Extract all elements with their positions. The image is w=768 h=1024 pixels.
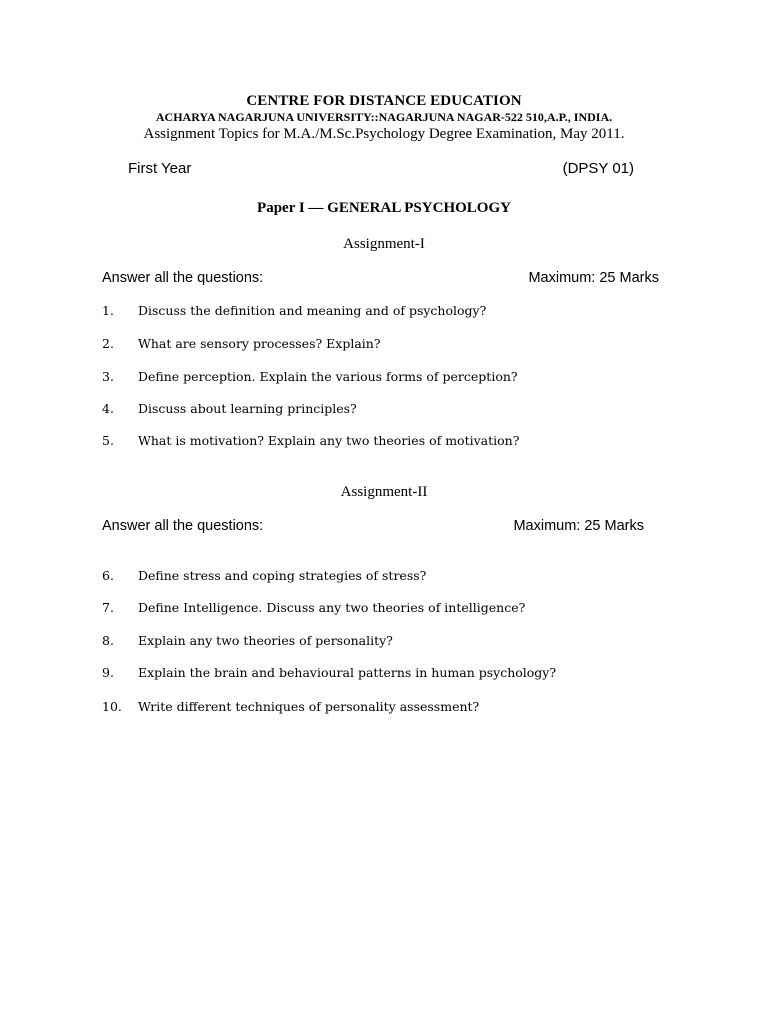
question-number: 10. (102, 699, 122, 714)
question-number: 7. (102, 600, 114, 615)
question-text: Write different techniques of personality assessment? (138, 699, 480, 714)
question-text: Define stress and coping strategies of stress? (138, 568, 427, 583)
university-address: ACHARYA NAGARJUNA UNIVERSITY::NAGARJUNA NAGAR-522 510,A.P., INDIA. (155, 110, 613, 124)
question-text: Define perception. Explain the various forms of perception? (138, 369, 518, 384)
question-number: 4. (102, 401, 114, 416)
question-number: 9. (102, 665, 114, 680)
question-text: Explain any two theories of personality? (138, 633, 393, 648)
assignment-topics-line: Assignment Topics for M.A./M.Sc.Psychology Degree Examination, May 2011. (143, 126, 625, 142)
question-text: Discuss the definition and meaning and of psychology? (138, 303, 487, 318)
question-number: 2. (102, 336, 114, 351)
maximum-marks: Maximum: 25 Marks (528, 270, 659, 286)
assignment-heading: Assignment-I (343, 236, 425, 252)
question-number: 3. (102, 369, 114, 384)
question-number: 1. (102, 303, 114, 318)
question-text: Discuss about learning principles? (138, 401, 357, 416)
course-code: (DPSY 01) (562, 160, 634, 177)
question-number: 6. (102, 568, 114, 583)
question-text: What are sensory processes? Explain? (138, 336, 381, 351)
paper-title: Paper I — GENERAL PSYCHOLOGY (257, 200, 511, 216)
assignment-instruction: Answer all the questions: (102, 270, 264, 286)
assignment-instruction: Answer all the questions: (102, 518, 264, 534)
question-text: Define Intelligence. Discuss any two theories of intelligence? (138, 600, 526, 615)
maximum-marks: Maximum: 25 Marks (513, 518, 644, 534)
question-text: What is motivation? Explain any two theories of motivation? (138, 433, 520, 448)
question-text: Explain the brain and behavioural patterns in human psychology? (138, 665, 557, 680)
question-number: 8. (102, 633, 114, 648)
institution-title: CENTRE FOR DISTANCE EDUCATION (246, 93, 522, 109)
year-label: First Year (128, 160, 192, 177)
question-number: 5. (102, 433, 114, 448)
assignment-heading: Assignment-II (340, 484, 428, 500)
